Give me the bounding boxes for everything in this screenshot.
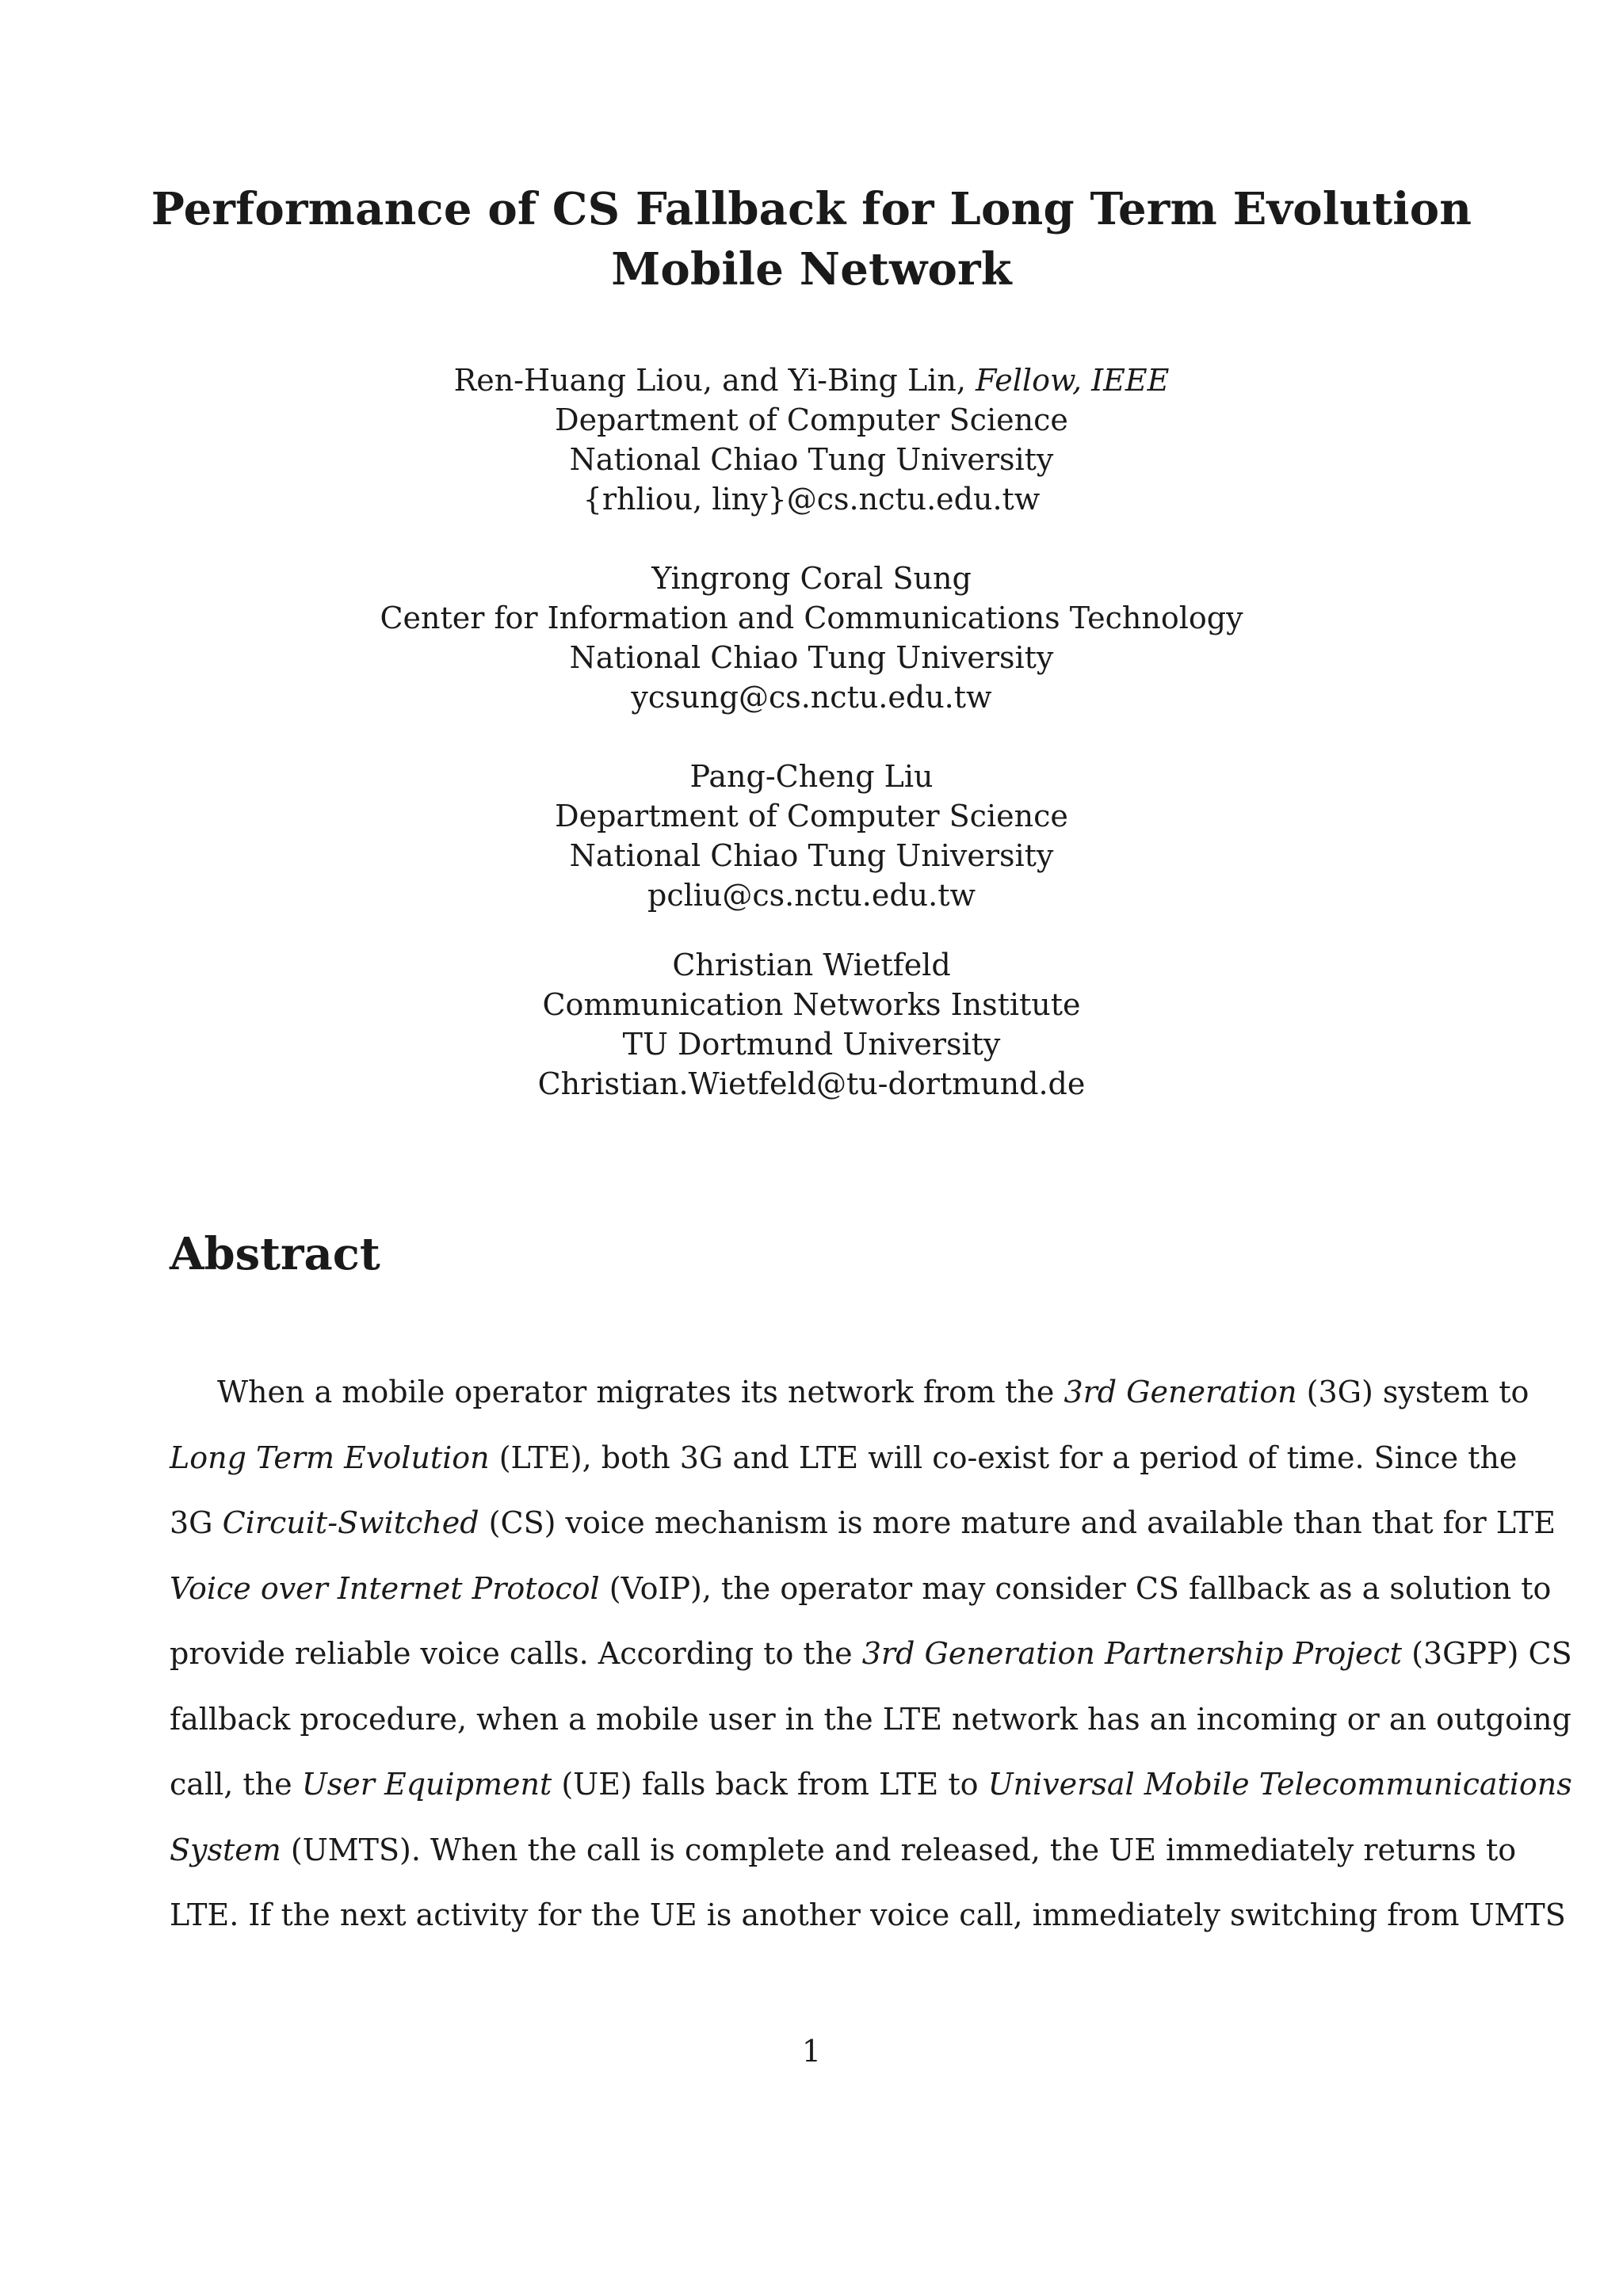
abstract-text-run: LTE. If the next activity for the UE is another voice call, immediately switching from UMTS	[170, 1897, 1566, 1932]
author-name	[336, 360, 1287, 400]
abstract-italic-term: Universal Mobile Telecommunications	[987, 1767, 1572, 1802]
abstract-heading: Abstract	[170, 1228, 380, 1280]
author-fellow-title: Fellow, IEEE	[976, 363, 1170, 398]
abstract-line	[170, 1490, 1556, 1556]
abstract-italic-term: Circuit-Switched	[222, 1505, 479, 1540]
author-email: {rhliou, liny}@cs.nctu.edu.tw	[582, 482, 1041, 517]
author-name: Pang-Cheng Liu	[689, 759, 934, 794]
abstract-line	[170, 1752, 1572, 1817]
title-line-1: Performance of CS Fallback for Long Term Evolution	[151, 183, 1472, 235]
abstract-text-run: (LTE), both 3G and LTE will co-exist for a period of time. Since the	[489, 1440, 1518, 1475]
author-block-3	[336, 757, 1287, 915]
author-block-1	[336, 360, 1287, 519]
author-institution: TU Dortmund University	[622, 1027, 1001, 1062]
paper-title	[143, 179, 1480, 299]
author-department: Communication Networks Institute	[542, 987, 1081, 1022]
author-institution: National Chiao Tung University	[569, 838, 1054, 873]
abstract-italic-term: System	[170, 1832, 281, 1867]
abstract-line	[170, 1360, 1529, 1425]
author-institution: National Chiao Tung University	[569, 442, 1054, 477]
abstract-italic-term: User Equipment	[301, 1767, 552, 1802]
abstract-italic-term: Long Term Evolution	[170, 1440, 490, 1475]
author-department: Center for Information and Communications Technology	[380, 601, 1243, 635]
abstract-text-run: call, the	[170, 1767, 302, 1802]
abstract-text-run: (VoIP), the operator may consider CS fallback as a solution to	[599, 1570, 1552, 1606]
abstract-line	[170, 1621, 1572, 1687]
author-block-4	[336, 945, 1287, 1104]
author-institution: National Chiao Tung University	[569, 640, 1054, 675]
abstract-line	[170, 1556, 1552, 1622]
author-email: ycsung@cs.nctu.edu.tw	[631, 680, 992, 715]
author-department: Department of Computer Science	[555, 799, 1068, 833]
abstract-italic-term: 3rd Generation	[1064, 1375, 1297, 1409]
title-line-2: Mobile Network	[611, 243, 1012, 296]
abstract-text-run: When a mobile operator migrates its network from the	[217, 1375, 1064, 1409]
abstract-italic-term: Voice over Internet Protocol	[170, 1570, 600, 1606]
author-name: Christian Wietfeld	[672, 948, 951, 982]
abstract-text-run: fallback procedure, when a mobile user in the LTE network has an incoming or an outgoing	[170, 1701, 1571, 1737]
abstract-text-run: (3GPP) CS	[1402, 1636, 1572, 1671]
abstract-line	[170, 1687, 1571, 1753]
author-email: Christian.Wietfeld@tu-dortmund.de	[537, 1066, 1086, 1101]
abstract-line	[170, 1425, 1518, 1491]
author-name: Yingrong Coral Sung	[651, 561, 972, 596]
author-email: pcliu@cs.nctu.edu.tw	[647, 878, 976, 913]
abstract-text-run: (CS) voice mechanism is more mature and available than that for LTE	[479, 1505, 1556, 1540]
abstract-italic-term: 3rd Generation Partnership Project	[861, 1636, 1403, 1671]
abstract-text-run: (UE) falls back from LTE to	[552, 1767, 988, 1802]
abstract-line	[170, 1817, 1517, 1883]
abstract-text-run: (UMTS). When the call is complete and released, the UE immediately returns to	[281, 1832, 1517, 1867]
abstract-text-run: 3G	[170, 1505, 223, 1540]
abstract-text	[170, 1360, 1572, 1948]
author-department: Department of Computer Science	[555, 402, 1068, 437]
author-names: Ren-Huang Liou, and Yi-Bing Lin,	[453, 363, 976, 398]
abstract-line	[170, 1882, 1566, 1948]
page-number: 1	[801, 2034, 822, 2069]
abstract-text-run: provide reliable voice calls. According to the	[170, 1636, 862, 1671]
abstract-text-run: (3G) system to	[1296, 1375, 1529, 1409]
author-block-2	[336, 559, 1287, 717]
